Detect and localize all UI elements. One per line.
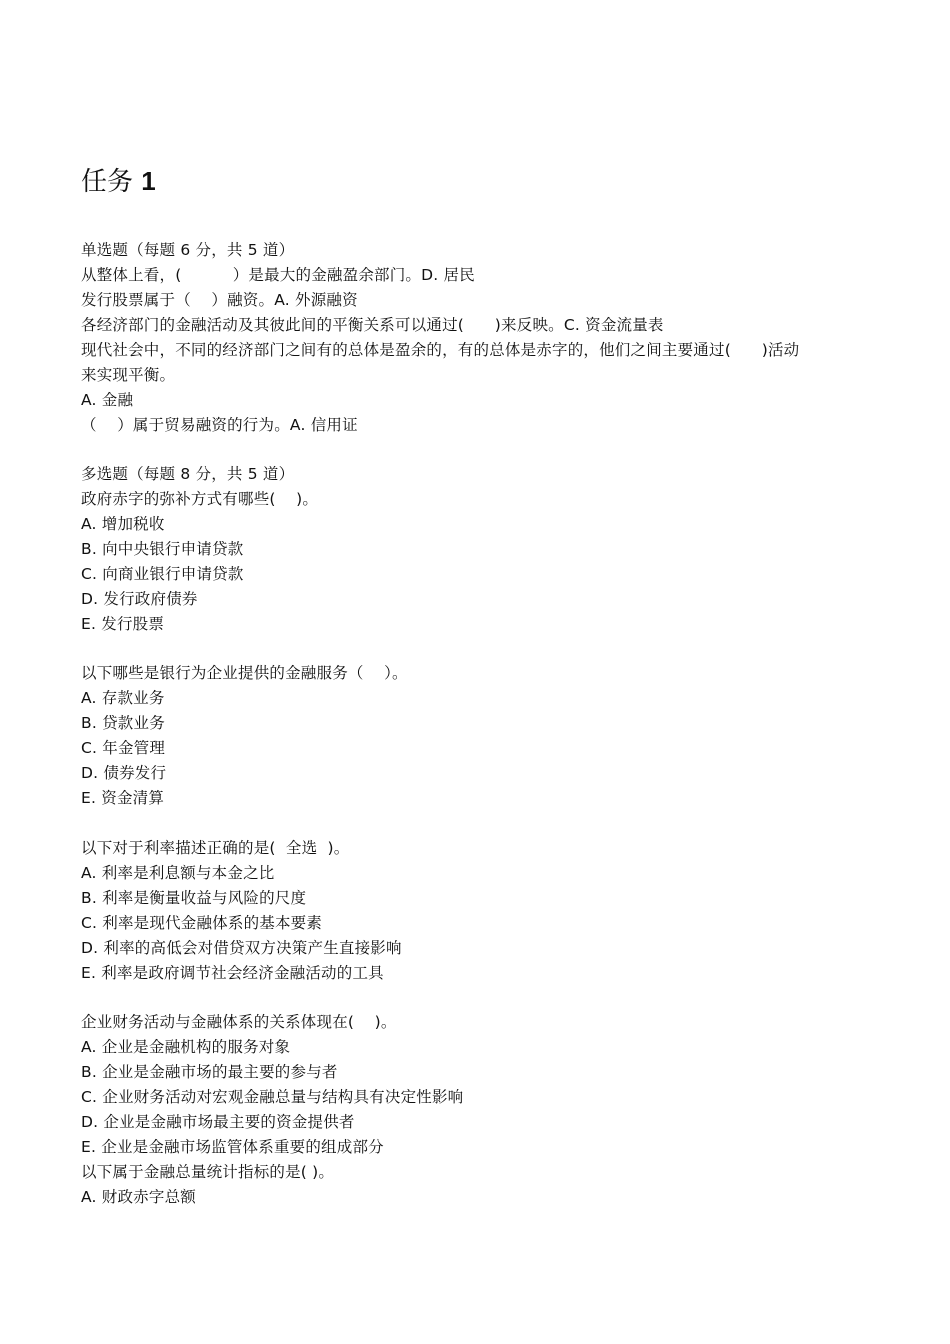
option-line: C. 年金管理	[81, 739, 166, 757]
section-heading-single-choice: 单选题（每题 6 分，共 5 道）	[81, 241, 295, 259]
option-line: E. 资金清算	[81, 789, 165, 807]
option-line: D. 企业是金融市场最主要的资金提供者	[81, 1113, 355, 1131]
option-line: B. 利率是衡量收益与风险的尺度	[81, 889, 307, 907]
option-line: A. 存款业务	[81, 689, 165, 707]
question-line: 来实现平衡。	[81, 366, 176, 384]
section-heading-multiple-choice: 多选题（每题 8 分，共 5 道）	[81, 465, 295, 483]
question-line: 企业财务活动与金融体系的关系体现在( )。	[81, 1013, 397, 1031]
page-title-number: 1	[141, 166, 156, 196]
option-line: B. 向中央银行申请贷款	[81, 540, 244, 558]
question-line: （ ）属于贸易融资的行为。A. 信用证	[81, 416, 358, 434]
question-line: 以下哪些是银行为企业提供的金融服务（ ）。	[81, 664, 408, 682]
option-line: D. 发行政府债券	[81, 590, 198, 608]
option-line: D. 利率的高低会对借贷双方决策产生直接影响	[81, 939, 402, 957]
page-title	[81, 164, 156, 199]
option-line: A. 财政赤字总额	[81, 1188, 196, 1206]
option-line: C. 企业财务活动对宏观金融总量与结构具有决定性影响	[81, 1088, 464, 1106]
option-line: E. 利率是政府调节社会经济金融活动的工具	[81, 964, 384, 982]
question-line: 各经济部门的金融活动及其彼此间的平衡关系可以通过( )来反映。C. 资金流量表	[81, 316, 664, 334]
question-line: 以下属于金融总量统计指标的是( )。	[81, 1163, 335, 1181]
option-line: A. 企业是金融机构的服务对象	[81, 1038, 291, 1056]
option-line: E. 发行股票	[81, 615, 165, 633]
option-line: D. 债券发行	[81, 764, 167, 782]
page-title-text: 任务	[81, 167, 134, 197]
answer-line: A. 金融	[81, 391, 134, 409]
option-line: C. 利率是现代金融体系的基本要素	[81, 914, 323, 932]
option-line: B. 企业是金融市场的最主要的参与者	[81, 1063, 338, 1081]
question-line: 政府赤字的弥补方式有哪些( )。	[81, 490, 319, 508]
option-line: A. 利率是利息额与本金之比	[81, 864, 275, 882]
question-line: 现代社会中，不同的经济部门之间有的总体是盈余的，有的总体是赤字的，他们之间主要通过( )活动	[81, 341, 800, 359]
question-line: 发行股票属于（ ）融资。A. 外源融资	[81, 291, 358, 309]
question-line: 从整体上看，( ）是最大的金融盈余部门。D. 居民	[81, 266, 475, 284]
option-line: B. 贷款业务	[81, 714, 165, 732]
question-line: 以下对于利率描述正确的是( 全选 )。	[81, 839, 350, 857]
option-line: A. 增加税收	[81, 515, 165, 533]
option-line: C. 向商业银行申请贷款	[81, 565, 244, 583]
option-line: E. 企业是金融市场监管体系重要的组成部分	[81, 1138, 384, 1156]
